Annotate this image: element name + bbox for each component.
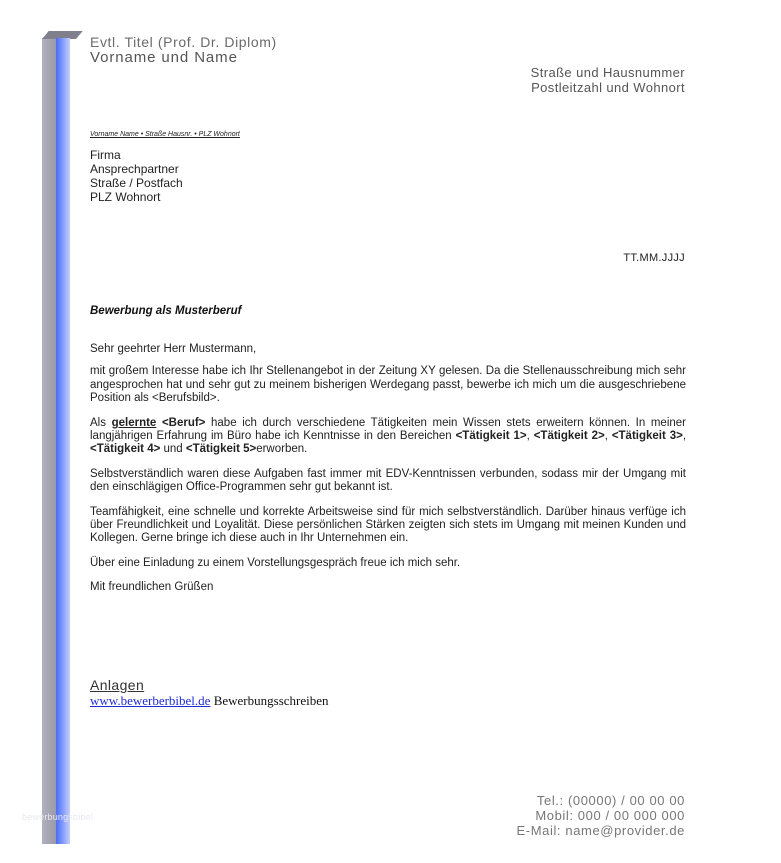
letter-subject: Bewerbung als Musterberuf <box>90 305 242 317</box>
closing: Mit freundlichen Grüßen <box>90 581 214 594</box>
sender-street: Straße und Hausnummer <box>530 65 685 80</box>
side-bar-shade <box>42 38 56 844</box>
contact-email: E-Mail: name@provider.de <box>516 823 685 838</box>
contact-mobile: Mobil: 000 / 00 000 000 <box>535 808 685 823</box>
recipient-city: PLZ Wohnort <box>90 190 161 204</box>
task-4: <Tätigkeit 4> <box>90 443 161 456</box>
salutation: Sehr geehrter Herr Mustermann, <box>90 343 257 355</box>
recipient-address <box>90 148 183 204</box>
task-5: <Tätigkeit 5> <box>185 443 257 456</box>
sender-name: Vorname und Name <box>90 49 238 66</box>
watermark: bewerbungsbibel <box>22 812 94 822</box>
website-link[interactable]: www.bewerberbibel.de <box>90 693 211 708</box>
side-accent-bar <box>56 38 70 844</box>
recipient-contact: Ansprechpartner <box>90 162 179 176</box>
task-2: <Tätigkeit 2> <box>533 430 605 443</box>
paragraph-experience: Als gelernte <Beruf> habe ich durch verschiedene Tätigkeiten mein Wissen stets erweitern können. In meiner langjährigen Erfahrung im Büro habe ich Kenntnisse in den Bereichen <Tätigkeit 1>, <Tätigkeit 2>, <Tätigkeit 3>, <Tätigkeit 4> und <Tätigkeit 5>erworben. <box>90 416 687 456</box>
job-placeholder: <Beruf> <box>161 416 206 429</box>
letter-body <box>90 343 686 606</box>
task-3: <Tätigkeit 3> <box>611 430 683 443</box>
link-suffix: Bewerbungsschreiben <box>210 693 329 708</box>
learned-word: gelernte <box>111 416 157 429</box>
contact-phone: Tel.: (00000) / 00 00 00 <box>536 793 685 808</box>
letter-date: TT.MM.JJJJ <box>623 252 685 264</box>
paragraph-interest: mit großem Interesse habe ich Ihr Stellenangebot in der Zeitung XY gelesen. Da die Stellenausschreibung mich sehr angesprochen hat und sehr gut zu meinem bisherigen Werdegang passt, bewerbe ich mich um die ausgeschriebene Position als <Berufsbild>. <box>90 365 686 405</box>
paragraph-it-skills: Selbstverständlich waren diese Aufgaben fast immer mit EDV-Kenntnissen verbunden, sodass mir der Umgang mit den einschlägigen Office-Programmen sehr gut bekannt ist. <box>90 467 686 494</box>
task-1: <Tätigkeit 1> <box>455 430 527 443</box>
recipient-company: Firma <box>90 148 121 162</box>
contact-footer <box>517 793 686 838</box>
attachments-label: Anlagen <box>90 677 145 693</box>
sender-city: Postleitzahl und Wohnort <box>531 80 685 95</box>
paragraph-invitation: Über eine Einladung zu einem Vorstellungsgespräch freue ich mich sehr. <box>90 556 461 569</box>
attachment-link-line <box>90 693 329 709</box>
recipient-street: Straße / Postfach <box>90 176 183 190</box>
sender-address <box>531 65 685 95</box>
sender-title: Evtl. Titel (Prof. Dr. Diplom) <box>90 34 277 50</box>
paragraph-soft-skills: Teamfähigkeit, eine schnelle und korrekte Arbeitsweise sind für mich selbstverständlich. Darüber hinaus verfüge ich über Freundlichkeit und Loyalität. Diese persönlichen Stärken zeigten sich stets im Umgang mit meinen Kunden und Kollegen. Gerne bringe ich diese auch in Ihr Unternehmen ein. <box>90 505 686 545</box>
return-address-line: Vorname Name • Straße Hausnr. • PLZ Wohnort <box>90 131 240 138</box>
